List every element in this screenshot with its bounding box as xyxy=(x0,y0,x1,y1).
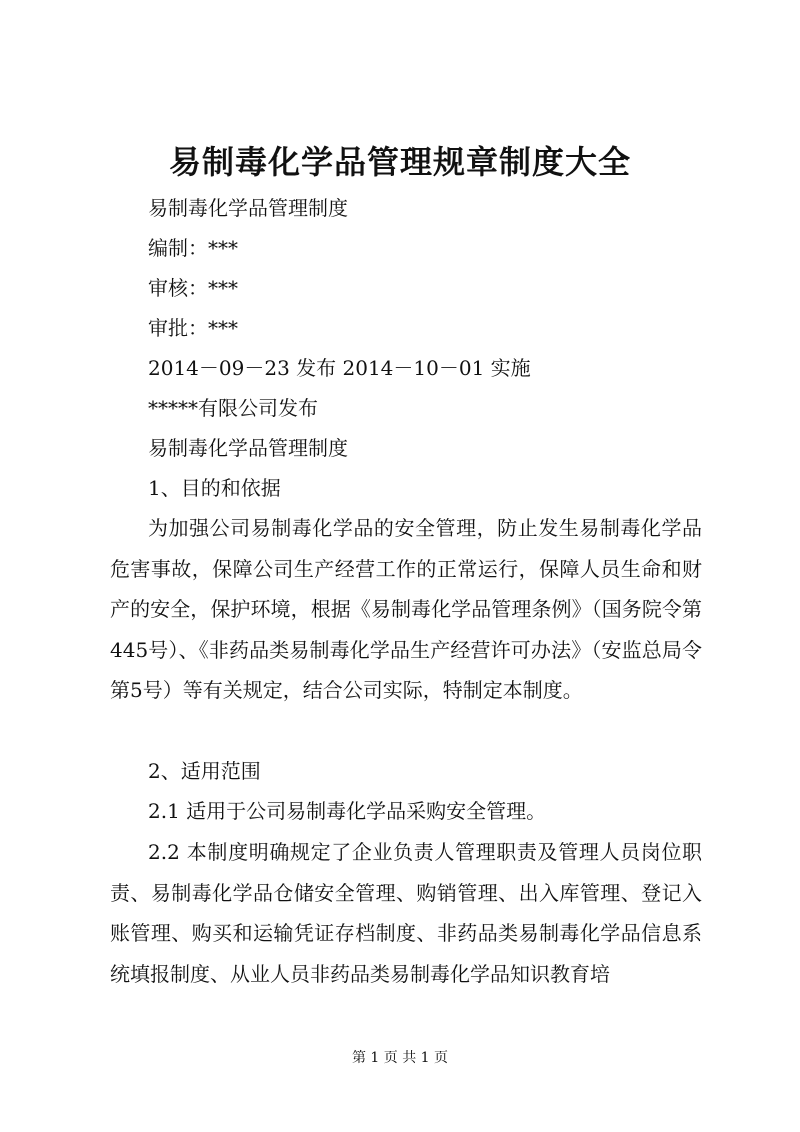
document-title: 易制毒化学品管理规章制度大全 xyxy=(168,143,631,181)
reviewed-by: 审核：*** xyxy=(148,276,238,300)
cover-subtitle: 易制毒化学品管理制度 xyxy=(148,196,348,220)
approved-by: 审批：*** xyxy=(148,316,238,340)
compiled-by: 编制：*** xyxy=(148,236,238,260)
body-heading: 易制毒化学品管理制度 xyxy=(148,436,348,460)
section-2-title: 2、适用范围 xyxy=(148,759,261,783)
section-2-1: 2.1 适用于公司易制毒化学品采购安全管理。 xyxy=(148,799,547,823)
page-footer: 第 1 页 共 1 页 xyxy=(351,1050,449,1066)
section-1-title: 1、目的和依据 xyxy=(148,476,281,500)
section-2-2: 2.2 本制度明确规定了企业负责人管理职责及管理人员岗位职责、易制毒化学品仓储安全管理、购销管理、出入库管理、登记入账管理、购买和运输凭证存档制度、非药品类易制毒化学品信息系统填报制度、从业人员非药品类易制毒化学品知识教育培 xyxy=(110,840,702,986)
publish-dates: 2014－09－23 发布 2014－10－01 实施 xyxy=(148,356,531,380)
issuer: *****有限公司发布 xyxy=(148,396,318,420)
section-1-text: 为加强公司易制毒化学品的安全管理，防止发生易制毒化学品危害事故，保障公司生产经营工作的正常运行，保障人员生命和财产的安全，保护环境，根据《易制毒化学品管理条例》（国务院令第445号）、《非药品类易制毒化学品生产经营许可办法》（安监总局令第5号）等有关规定，结合公司实际，特制定本制度。 xyxy=(110,516,702,702)
